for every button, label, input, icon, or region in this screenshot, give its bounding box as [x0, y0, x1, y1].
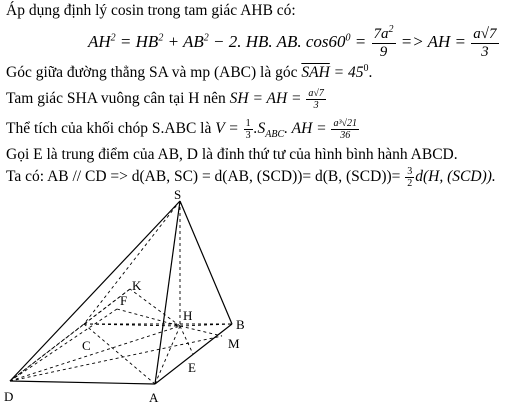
eq-res-den: 3 — [481, 43, 489, 60]
line-3-b: = 45 — [329, 64, 364, 81]
label-d: D — [4, 389, 14, 404]
edge-h-m — [180, 326, 222, 336]
edge-h-e — [180, 326, 193, 354]
edge-s-b — [180, 201, 232, 324]
line-4-num: a√7 — [308, 88, 324, 99]
eq-frac-sup: 2 — [388, 23, 394, 35]
line-5-num: a³√21 — [333, 118, 357, 129]
cosine-equation — [88, 24, 500, 61]
vertex-labels — [4, 187, 245, 405]
line-5-c: .S — [253, 120, 266, 138]
line-4-b: SH = AH = — [229, 90, 306, 108]
line-5-a: Thể tích của khối chóp S.ABC là — [6, 120, 216, 138]
line-7-den: 2 — [407, 178, 413, 189]
eq-mid3: − 2. HB. AB. cos60 — [208, 32, 346, 51]
label-s: S — [174, 187, 182, 202]
line-4-a: Tam giác SHA vuông cân tại H nên — [6, 90, 230, 108]
edge-h-k — [130, 289, 180, 326]
line-5-den: 36 — [340, 130, 351, 141]
eq-sup-3: 2 — [203, 32, 209, 44]
label-m: M — [228, 336, 240, 351]
line-5-sub: ABC — [265, 129, 285, 141]
label-c: C — [82, 338, 91, 353]
line-3-c: . — [368, 64, 373, 81]
eq-sup-4: 0 — [345, 32, 351, 44]
label-f: F — [120, 293, 128, 308]
label-e: E — [188, 360, 196, 375]
line-7-num: 3 — [407, 166, 413, 177]
eq-sup-2: 2 — [158, 32, 164, 44]
text-line-6 — [6, 146, 458, 164]
edge-d-a — [10, 381, 155, 384]
eq-sup-1: 2 — [110, 32, 116, 44]
line-1-text: Áp dụng định lý cosin trong tam giác AHB có: — [6, 2, 296, 19]
line-5-fraction-2 — [331, 118, 359, 141]
label-k: K — [132, 278, 142, 293]
line-5-fraction-1 — [244, 118, 253, 141]
eq-result-fraction — [471, 26, 498, 61]
text-line-5 — [6, 118, 360, 144]
eq-frac-den: 9 — [379, 43, 388, 60]
line-7-a: Ta có: AB // CD => d(AB, SC) = d(AB, (SCD))= d(B, (SCD))= — [6, 168, 405, 186]
eq-frac-num: 7a — [373, 25, 389, 42]
line-5-f1-num: 1 — [245, 118, 251, 129]
line-5-d: . AH = — [284, 120, 331, 138]
edge-c-a — [84, 324, 155, 384]
eq-lhs: AH — [88, 32, 111, 51]
line-4-den: 3 — [313, 100, 319, 111]
edge-a-b — [155, 324, 232, 384]
line-7-b: d(H, (SCD)). — [415, 168, 496, 186]
line-6-text: Gọi E là trung điểm của AB, D là đỉnh thứ tư của hình bình hành ABCD. — [6, 146, 458, 163]
label-h: H — [183, 308, 193, 323]
angle-sah: $\overline{SAH}$ — [301, 64, 330, 81]
label-b: B — [236, 317, 245, 332]
pyramid-figure — [0, 186, 528, 408]
line-5-f1-den: 3 — [245, 130, 251, 141]
edge-k-d — [10, 289, 130, 381]
edge-s-a — [155, 201, 180, 384]
eq-fraction — [372, 23, 396, 61]
edge-f-d — [10, 309, 117, 381]
eq-equals: = — [350, 32, 371, 51]
eq-res-num: a√7 — [473, 25, 497, 42]
eq-mid: = HB — [115, 32, 159, 51]
line-4-fraction — [306, 88, 326, 111]
eq-mid2: + AB — [163, 32, 204, 51]
edge-f-h — [117, 309, 180, 326]
line-3-a: Góc giữa đường thẳng SA và mp (ABC) là góc — [6, 64, 302, 81]
line-3-sup: 0 — [363, 62, 369, 74]
label-a: A — [149, 390, 159, 405]
text-line-3 — [6, 64, 372, 82]
line-5-b: V = — [215, 120, 243, 138]
eq-arrow: => AH = — [396, 32, 471, 51]
edge-s-d — [10, 201, 180, 381]
text-line-1 — [6, 2, 296, 20]
text-line-4 — [6, 88, 327, 111]
